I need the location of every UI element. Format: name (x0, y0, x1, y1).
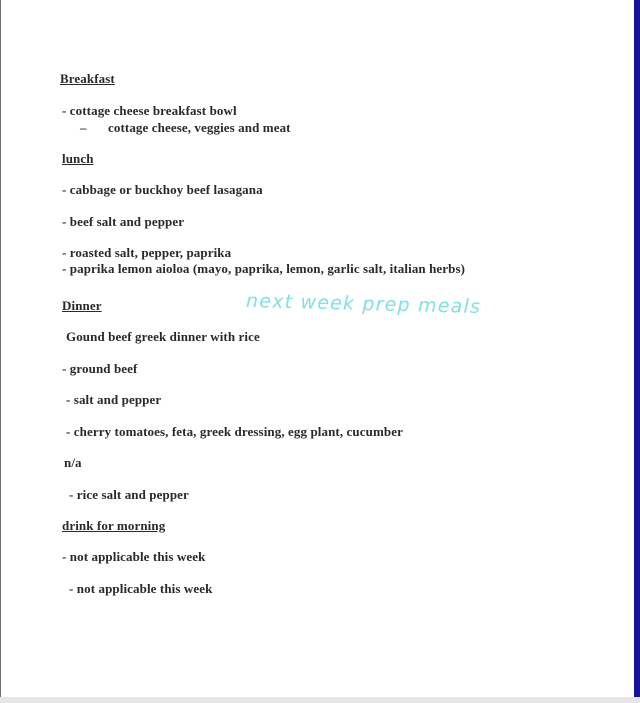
dinner-item-6: - rice salt and pepper (69, 487, 189, 502)
page-frame-right (634, 0, 640, 703)
dinner-item-3: - salt and pepper (66, 392, 162, 407)
drink-item-2: - not applicable this week (69, 581, 213, 596)
lunch-item-4: - paprika lemon aioloa (mayo, paprika, lemon, garlic salt, italian herbs) (62, 261, 466, 276)
breakfast-sub-item-1-text: cottage cheese, veggies and meat (108, 120, 291, 135)
breakfast-sub-item-1 (80, 120, 291, 136)
drink-item-1: - not applicable this week (62, 549, 206, 564)
lunch-item-2: - beef salt and pepper (62, 214, 185, 229)
breakfast-heading: Breakfast (60, 71, 115, 86)
page-frame-left (0, 0, 1, 703)
breakfast-item-1: - cottage cheese breakfast bowl (62, 103, 237, 118)
page-frame-bottom (0, 697, 640, 703)
watermark-text: next week prep meals (245, 289, 482, 319)
dinner-item-1: Gound beef greek dinner with rice (66, 329, 260, 344)
sub-bullet-dash: – (80, 120, 87, 135)
lunch-heading: lunch (62, 151, 94, 166)
dinner-heading: Dinner (62, 298, 102, 313)
drink-heading: drink for morning (62, 518, 166, 533)
dinner-item-4: - cherry tomatoes, feta, greek dressing, egg plant, cucumber (66, 424, 403, 439)
dinner-item-2: - ground beef (62, 361, 138, 376)
lunch-item-3: - roasted salt, pepper, paprika (62, 245, 232, 260)
lunch-item-1: - cabbage or buckhoy beef lasagana (62, 182, 263, 197)
dinner-item-5: n/a (64, 455, 82, 470)
